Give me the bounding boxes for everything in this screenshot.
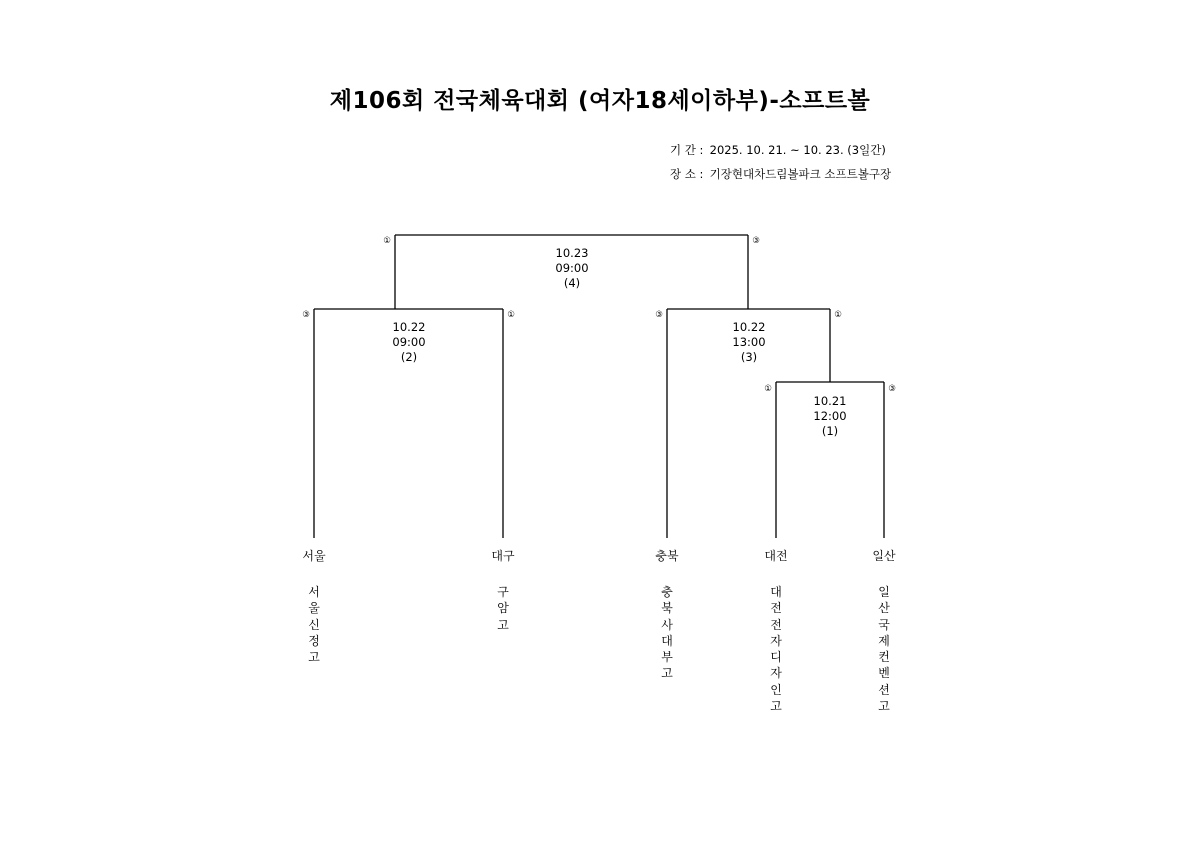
team-school-seoul: 서울신정고 <box>308 585 320 665</box>
match-date: 10.22 <box>732 320 766 334</box>
match-number: (3) <box>740 350 758 364</box>
team-region-ilsan: 일산 <box>872 549 896 563</box>
venue-label: 장 소 : <box>670 167 704 181</box>
team-school-daegu: 구암고 <box>497 585 509 632</box>
match-info-final <box>555 246 588 291</box>
match-date: 10.21 <box>813 394 847 408</box>
team-region-daejeon: 대전 <box>764 549 788 563</box>
score-match3-left: ③ <box>655 310 663 320</box>
team-region-seoul: 서울 <box>302 549 326 563</box>
match-time: 12:00 <box>813 409 847 423</box>
match-number: (4) <box>563 276 581 290</box>
match-info-3 <box>732 320 765 365</box>
venue-value: 기장현대차드림볼파크 소프트볼구장 <box>709 167 892 181</box>
team-school-ilsan: 일산국제컨벤션고 <box>878 585 890 714</box>
score-match2-right: ① <box>507 310 515 320</box>
match-info-1 <box>813 394 846 439</box>
score-final-left: ① <box>383 236 391 246</box>
score-match1-right: ③ <box>888 384 896 394</box>
page-title: 제106회 전국체육대회 (여자18세이하부)-소프트볼 <box>329 88 871 114</box>
score-match1-left: ① <box>764 384 772 394</box>
team-region-chungbuk: 충북 <box>655 549 679 563</box>
match-number: (2) <box>400 350 418 364</box>
match-time: 09:00 <box>555 261 589 275</box>
team-school-chungbuk: 충북사대부고 <box>661 585 673 681</box>
match-info-2 <box>392 320 425 365</box>
score-final-right: ③ <box>752 236 760 246</box>
match-number: (1) <box>821 424 839 438</box>
match-date: 10.22 <box>392 320 426 334</box>
score-match2-left: ③ <box>302 310 310 320</box>
match-time: 09:00 <box>392 335 426 349</box>
team-region-daegu: 대구 <box>491 549 515 563</box>
period-label: 기 간 : <box>670 143 704 157</box>
match-date: 10.23 <box>555 246 589 260</box>
period-value: 2025. 10. 21. ~ 10. 23. (3일간) <box>709 143 886 157</box>
match-time: 13:00 <box>732 335 766 349</box>
team-school-daejeon: 대전전자디자인고 <box>770 585 782 714</box>
score-match3-right: ① <box>834 310 842 320</box>
